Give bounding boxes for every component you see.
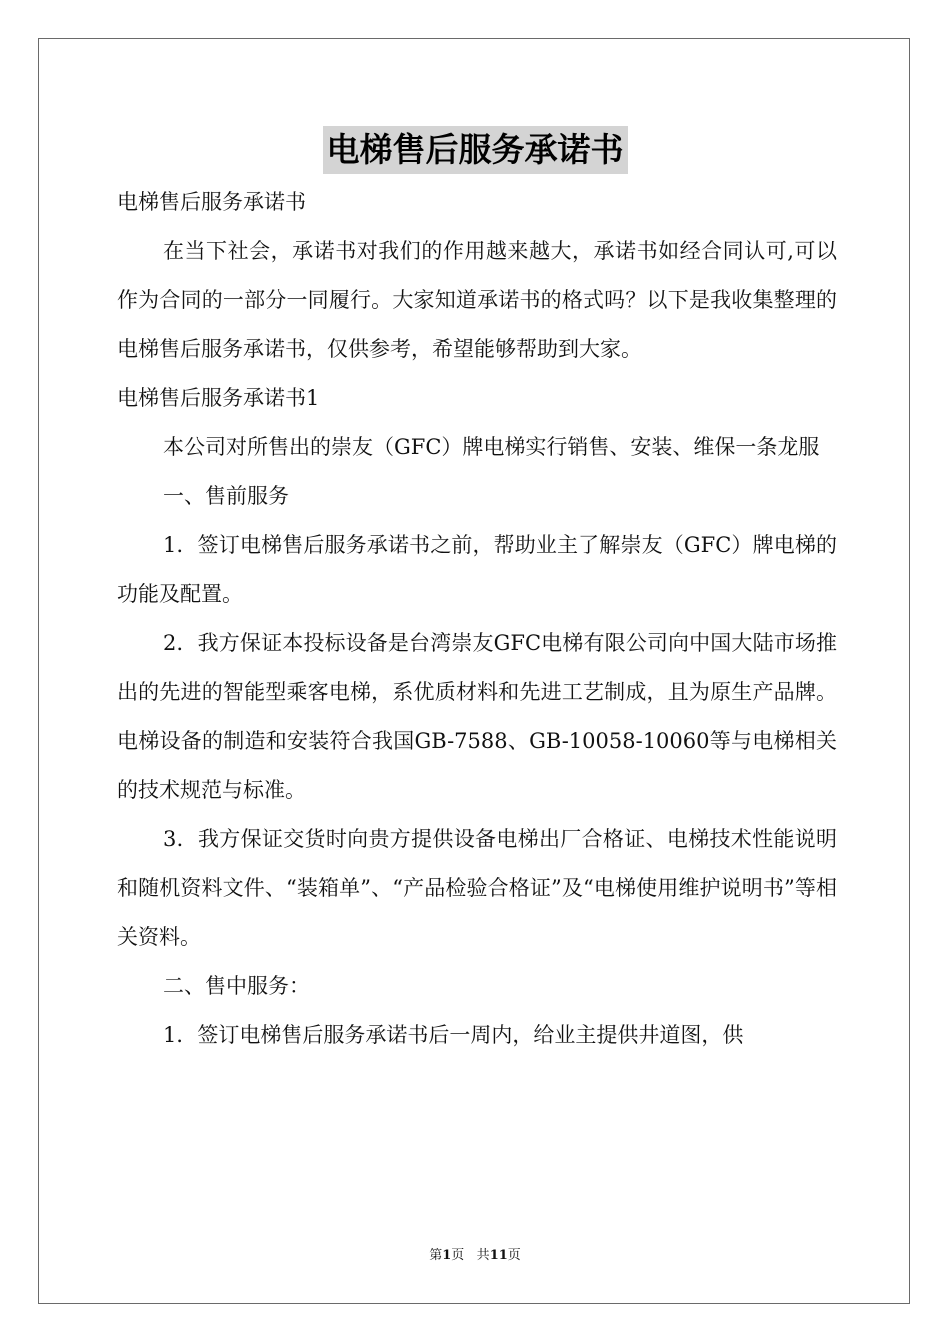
section-heading: 二、售中服务： [163,974,310,998]
paragraph: 本公司对所售出的崇友（GFC）牌电梯实行销售、安装、维保一条龙服 [163,435,820,459]
total-pages: 11 [489,1248,508,1263]
page-suffix: 页 [451,1248,465,1263]
document-body [117,178,837,1060]
total-suffix: 页 [507,1248,521,1263]
page-number: 1 [442,1248,452,1263]
title-container [0,126,950,174]
paragraph: 2．我方保证本投标设备是台湾崇友GFC电梯有限公司向中国大陆市场推出的先进的智能型乘客电梯，系优质材料和先进工艺制成，且为原生产品牌。电梯设备的制造和安装符合我国GB-7588、GB-10058-10060等与电梯相关的技术规范与标准。 [117,631,837,802]
total-prefix: 共 [476,1248,490,1263]
paragraph: 1．签订电梯售后服务承诺书后一周内，给业主提供井道图，供 [163,1023,744,1047]
paragraph: 3．我方保证交货时向贵方提供设备电梯出厂合格证、电梯技术性能说明和随机资料文件、“装箱单”、“产品检验合格证”及“电梯使用维护说明书”等相关资料。 [117,827,837,949]
page-footer [0,1244,950,1263]
paragraph: 1．签订电梯售后服务承诺书之前，帮助业主了解崇友（GFC）牌电梯的功能及配置。 [117,533,837,606]
section-heading: 一、售前服务 [163,484,289,508]
paragraph: 在当下社会，承诺书对我们的作用越来越大，承诺书如经合同认可,可以作为合同的一部分一同履行。大家知道承诺书的格式吗？以下是我收集整理的电梯售后服务承诺书，仅供参考，希望能够帮助到大家。 [117,239,837,361]
paragraph: 电梯售后服务承诺书 [117,190,306,214]
page-prefix: 第 [429,1248,443,1263]
section-heading: 电梯售后服务承诺书1 [117,386,320,410]
document-title: 电梯售后服务承诺书 [323,126,628,174]
